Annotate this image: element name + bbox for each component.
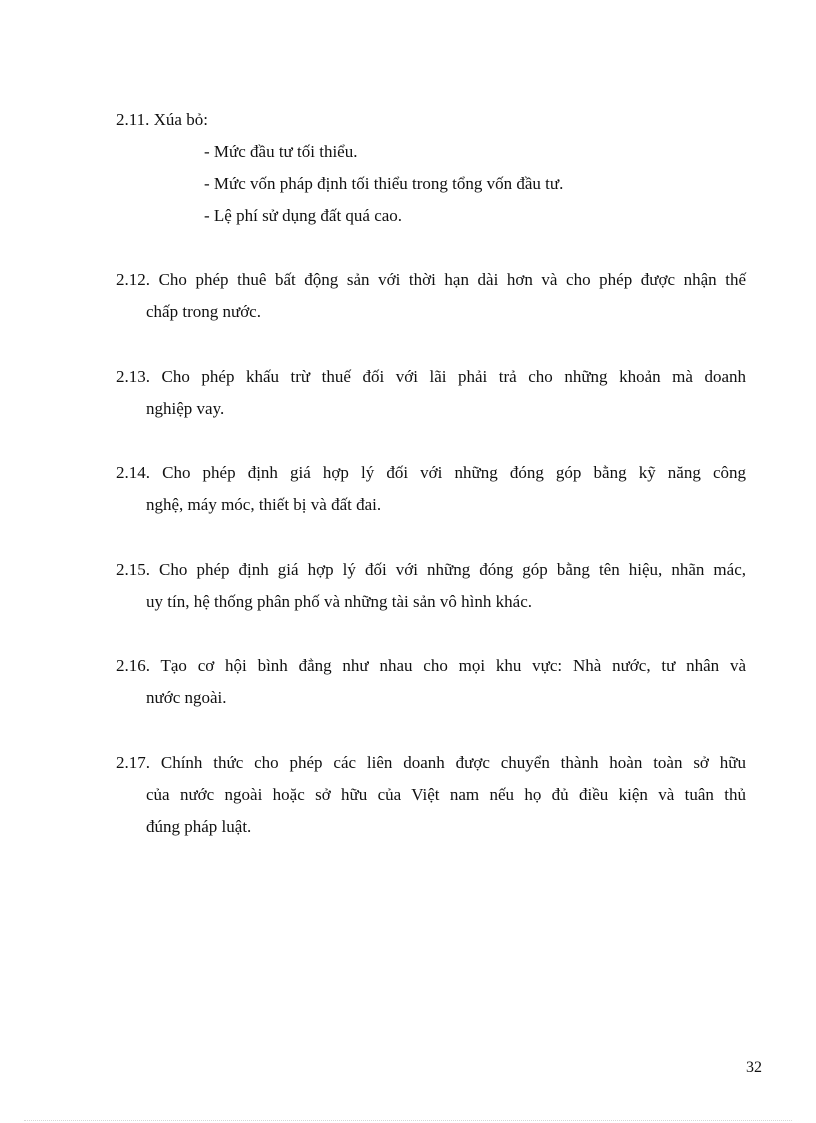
- item-heading: 2.11. Xúa bỏ:: [116, 110, 208, 129]
- paragraph-line: nghiệp vay.: [146, 399, 225, 418]
- item-2-17: [116, 747, 746, 843]
- paragraph-line: của nước ngoài hoặc sở hữu của Việt nam nếu họ đủ điều kiện và tuân thủ: [146, 785, 746, 804]
- bullet-item: - Mức vốn pháp định tối thiểu trong tổng vốn đầu tư.: [204, 174, 564, 193]
- bullet-item: - Mức đầu tư tối thiểu.: [204, 142, 358, 161]
- paragraph-line: nghệ, máy móc, thiết bị và đất đai.: [146, 495, 382, 514]
- paragraph-line: đúng pháp luật.: [146, 817, 252, 836]
- paragraph-line: 2.15. Cho phép định giá hợp lý đối với những đóng góp bằng tên hiệu, nhãn mác,: [116, 560, 746, 579]
- footer-divider: [24, 1120, 792, 1121]
- bullet-item: - Lệ phí sử dụng đất quá cao.: [204, 206, 403, 225]
- paragraph-line: uy tín, hệ thống phân phố và những tài sản vô hình khác.: [146, 592, 532, 611]
- item-2-16: [116, 650, 746, 714]
- paragraph-line: 2.16. Tạo cơ hội bình đẳng như nhau cho mọi khu vực: Nhà nước, tư nhân và: [116, 656, 746, 675]
- paragraph-line: chấp trong nước.: [146, 302, 261, 321]
- paragraph-line: 2.14. Cho phép định giá hợp lý đối với những đóng góp bằng kỹ năng công: [116, 463, 746, 482]
- paragraph-line: nước ngoài.: [146, 688, 227, 707]
- page-number: 32: [746, 1059, 762, 1076]
- item-2-11: [116, 104, 746, 232]
- paragraph-line: 2.17. Chính thức cho phép các liên doanh được chuyển thành hoàn toàn sở hữu: [116, 753, 746, 772]
- item-2-13: [116, 361, 746, 425]
- paragraph-line: 2.13. Cho phép khấu trừ thuế đối với lãi phải trả cho những khoản mà doanh: [116, 367, 746, 386]
- paragraph-line: 2.12. Cho phép thuê bất động sản với thời hạn dài hơn và cho phép được nhận thế: [116, 270, 746, 289]
- item-2-12: [116, 264, 746, 328]
- item-2-14: [116, 457, 746, 521]
- item-2-15: [116, 554, 746, 618]
